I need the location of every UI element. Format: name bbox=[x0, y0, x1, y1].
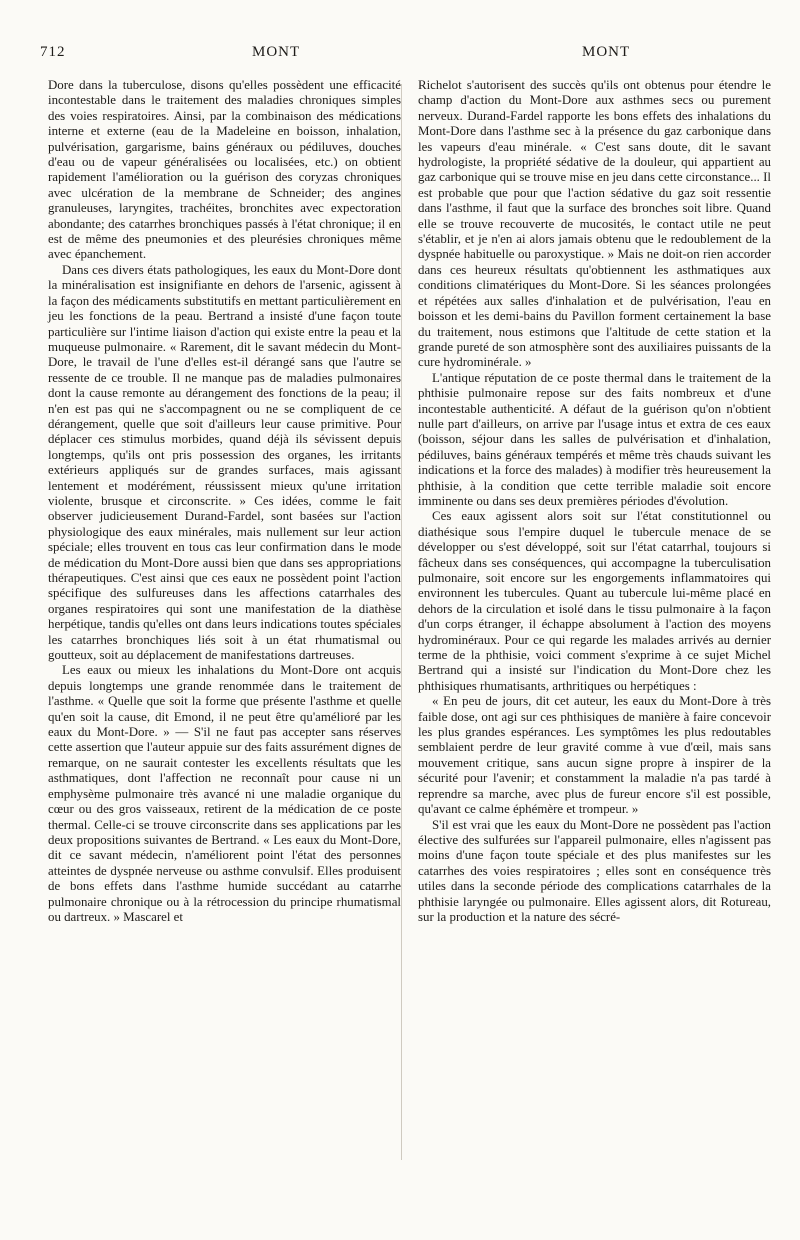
left-column bbox=[48, 78, 401, 925]
paragraph: Dore dans la tuberculose, disons qu'elles possèdent une efficacité incontestable dans le traitement des maladies chroniques simples des voies respiratoires. Ainsi, par la combinaison des médications interne et externe (eau de la Madeleine en boisson, inhalation, pulvérisation, gargarisme, bains généraux ou pédiluves, douches d'eau ou de vapeur généralisées ou localisées, etc.) on obtient rapidement l'amélioration ou la guérison des coryzas chroniques avec ulcération de la membrane de Schneider; des angines granuleuses, laryngites, trachéites, bronchites avec expectoration abondante; des catarrhes bronchiques passés à l'état chronique; il en est de même des pneumonies et des pleurésies chroniques même avec épanchement. bbox=[48, 78, 401, 262]
running-header bbox=[34, 44, 766, 68]
paragraph: Les eaux ou mieux les inhalations du Mont-Dore ont acquis depuis longtemps une grande renommée dans le traitement de l'asthme. « Quelle que soit la forme que présente l'asthme et quelle qu'en soit la cause, dit Emond, il ne peut être qu'amélioré par les eaux du Mont-Dore. » — S'il ne faut pas accepter sans réserves cette assertion que l'auteur appuie sur des faits assurément dignes de remarque, on ne saurait contester les excellents résultats que les asthmatiques, dont l'affection ne reconnaît pour cause ni un emphysème pulmonaire très avancé ni une maladie organique du cœur ou des gros vaisseaux, retirent de la médication de ce poste thermal. Celle-ci se trouve circonscrite dans ses applications par les deux propositions suivantes de Bertrand. « Les eaux du Mont-Dore, dit ce savant médecin, n'améliorent point l'état des personnes atteintes de dyspnée nerveuse ou asthme convulsif. Elles produisent de bons effets dans l'asthme humide succédant au catarrhe pulmonaire chronique ou à la rétrocession du principe rhumatismal ou dartreux. » Mascarel et bbox=[48, 663, 401, 924]
paragraph: « En peu de jours, dit cet auteur, les eaux du Mont-Dore à très faible dose, ont agi sur ces phthisiques de manière à faire concevoir les plus grandes espérances. Les symptômes les plus redoutables semblaient perdre de leur gravité comme à vue d'œil, mais sans mouvement critique, sans aucun signe propre à inspirer de la sécurité pour l'avenir; et constamment la maladie n'a pas tardé à reprendre sa marche, avec plus de fureur encore s'il est possible, qu'avant ce calme éphémère et trompeur. » bbox=[418, 694, 771, 817]
paragraph: Ces eaux agissent alors soit sur l'état constitutionnel ou diathésique sous l'empire duquel le tubercule menace de se développer ou s'est développé, soit sur l'état catarrhal, toujours si fâcheux dans ses conséquences, qui accompagne la tuberculisation pulmonaire, soit encore sur les engorgements inflammatoires qui environnent les tubercules. Quant au tubercule lui-même placé en dehors de la circulation et isolé dans le tissu pulmonaire à la façon d'un corps étranger, il échappe absolument à l'action des moyens hydrominéraux. Pour ce qui regarde les malades arrivés au dernier terme de la phthisie, voici comment s'exprime à ce sujet Michel Bertrand qui a insisté sur l'indication du Mont-Dore chez les phthisiques rhumatisants, arthritiques ou herpétiques : bbox=[418, 509, 771, 693]
right-column bbox=[418, 78, 771, 925]
paragraph: Richelot s'autorisent des succès qu'ils ont obtenus pour étendre le champ d'action du Mont-Dore aux asthmes secs ou purement nerveux. Durand-Fardel rapporte les bons effets des inhalations du Mont-Dore dans l'asthme sec à la présence du gaz carbonique dans les vapeurs d'eau minérale. « C'est sans doute, dit le savant hydrologiste, la propriété sédative de la douleur, qui appartient au gaz carbonique qui se trouve mise en jeu dans cette circonstance... Il est probable que pour que l'action sédative du gaz soit ressentie dans l'asthme, il faut que la surface des bronches soit libre. Quand elle se trouve recouverte de mucosités, le contact utile ne peut s'établir, et je n'en ai alors jamais obtenu que le redoublement de la dyspnée habituelle ou paroxystique. » Mais ne doit-on rien accorder dans ces heureux résultats qu'obtiennent les asthmatiques aux conditions climatériques du Mont-Dore. Si les séances prolongées et répétées aux salles d'inhalation et de pulvérisation, l'eau en boisson et les demi-bains du Pavillon forment certainement la base du traitement, nous estimons que l'altitude de cette station et la grande pureté de son atmosphère sont des auxiliaires puissants de la cure hydrominérale. » bbox=[418, 78, 771, 370]
paragraph: S'il est vrai que les eaux du Mont-Dore ne possèdent pas l'action élective des sulfurées sur l'appareil pulmonaire, elles n'agissent pas moins d'une façon toute spéciale et des plus manifestes sur les catarrhes des voies respiratoires ; elles sont en conséquence très utiles dans la seconde période des complications catarrhales de la phthisie laryngée ou pulmonaire. Elles agissent alors, dit Rotureau, sur la production et la nature des sécré- bbox=[418, 817, 771, 924]
page-number: 712 bbox=[40, 44, 66, 60]
paragraph: Dans ces divers états pathologiques, les eaux du Mont-Dore dont la minéralisation est insignifiante en dehors de l'arsenic, agissent à la façon des médicaments substitutifs en mettant particulièrement en jeu les fonctions de la peau. Bertrand a insisté d'une façon toute particulière sur l'intime liaison d'action qui existe entre la peau et la muqueuse pulmonaire. « Rarement, dit le savant médecin du Mont-Dore, le travail de l'une d'elles est-il dérangé sans que l'autre se ressente de ce trouble. Il ne manque pas de maladies pulmonaires dont la cause remonte au dérangement des fonctions de la peau; il n'en est pas qui ne s'accompagnent ou ne se compliquent de ce dérangement, quelle que soit d'ailleurs leur cause primitive. Pour déplacer ces stimulus morbides, quand déjà ils sévissent depuis longtemps, qu'ils ont pris possession des organes, les irritants extérieurs appliqués sur de grandes surfaces, mais agissant lentement et modérément, réussissent mieux qu'une irritation violente, brusque et circonscrite. » Ces idées, comme le fait observer judicieusement Durand-Fardel, sont basées sur l'action physiologique des eaux minérales, mais nullement sur leur action spéciale; elles trouvent en tous cas leur confirmation dans le mode de médication du Mont-Dore aussi bien que dans ses appropriations thérapeutiques. C'est ainsi que ces eaux ne possèdent point l'action spécifique des sulfureuses dans les affections catarrhales des organes respiratoires qui sont une manifestation de la diathèse herpétique, tandis qu'elles ont dans leurs indications toutes spéciales les catarrhes bronchiques liés soit à un état rhumatismal ou goutteux, soit au déplacement de manifestations dartreuses. bbox=[48, 262, 401, 663]
column-divider bbox=[401, 84, 402, 1160]
left-running-head: MONT bbox=[252, 44, 301, 60]
right-running-head: MONT bbox=[582, 44, 631, 60]
paragraph: L'antique réputation de ce poste thermal dans le traitement de la phthisie pulmonaire repose sur des faits nombreux et d'une incontestable authenticité. A défaut de la guérison qu'on n'obtient nulle part d'ailleurs, on arrive par l'usage intus et extra de ces eaux (boisson, séjour dans les salles de pulvérisation et d'inhalation, pédiluves, bains généraux tempérés et même très chauds suivant les indications et la force des malades) à modifier très heureusement la phthisie, à la condition que cette terrible maladie soit encore imminente ou dans ses deux premières périodes d'évolution. bbox=[418, 370, 771, 508]
